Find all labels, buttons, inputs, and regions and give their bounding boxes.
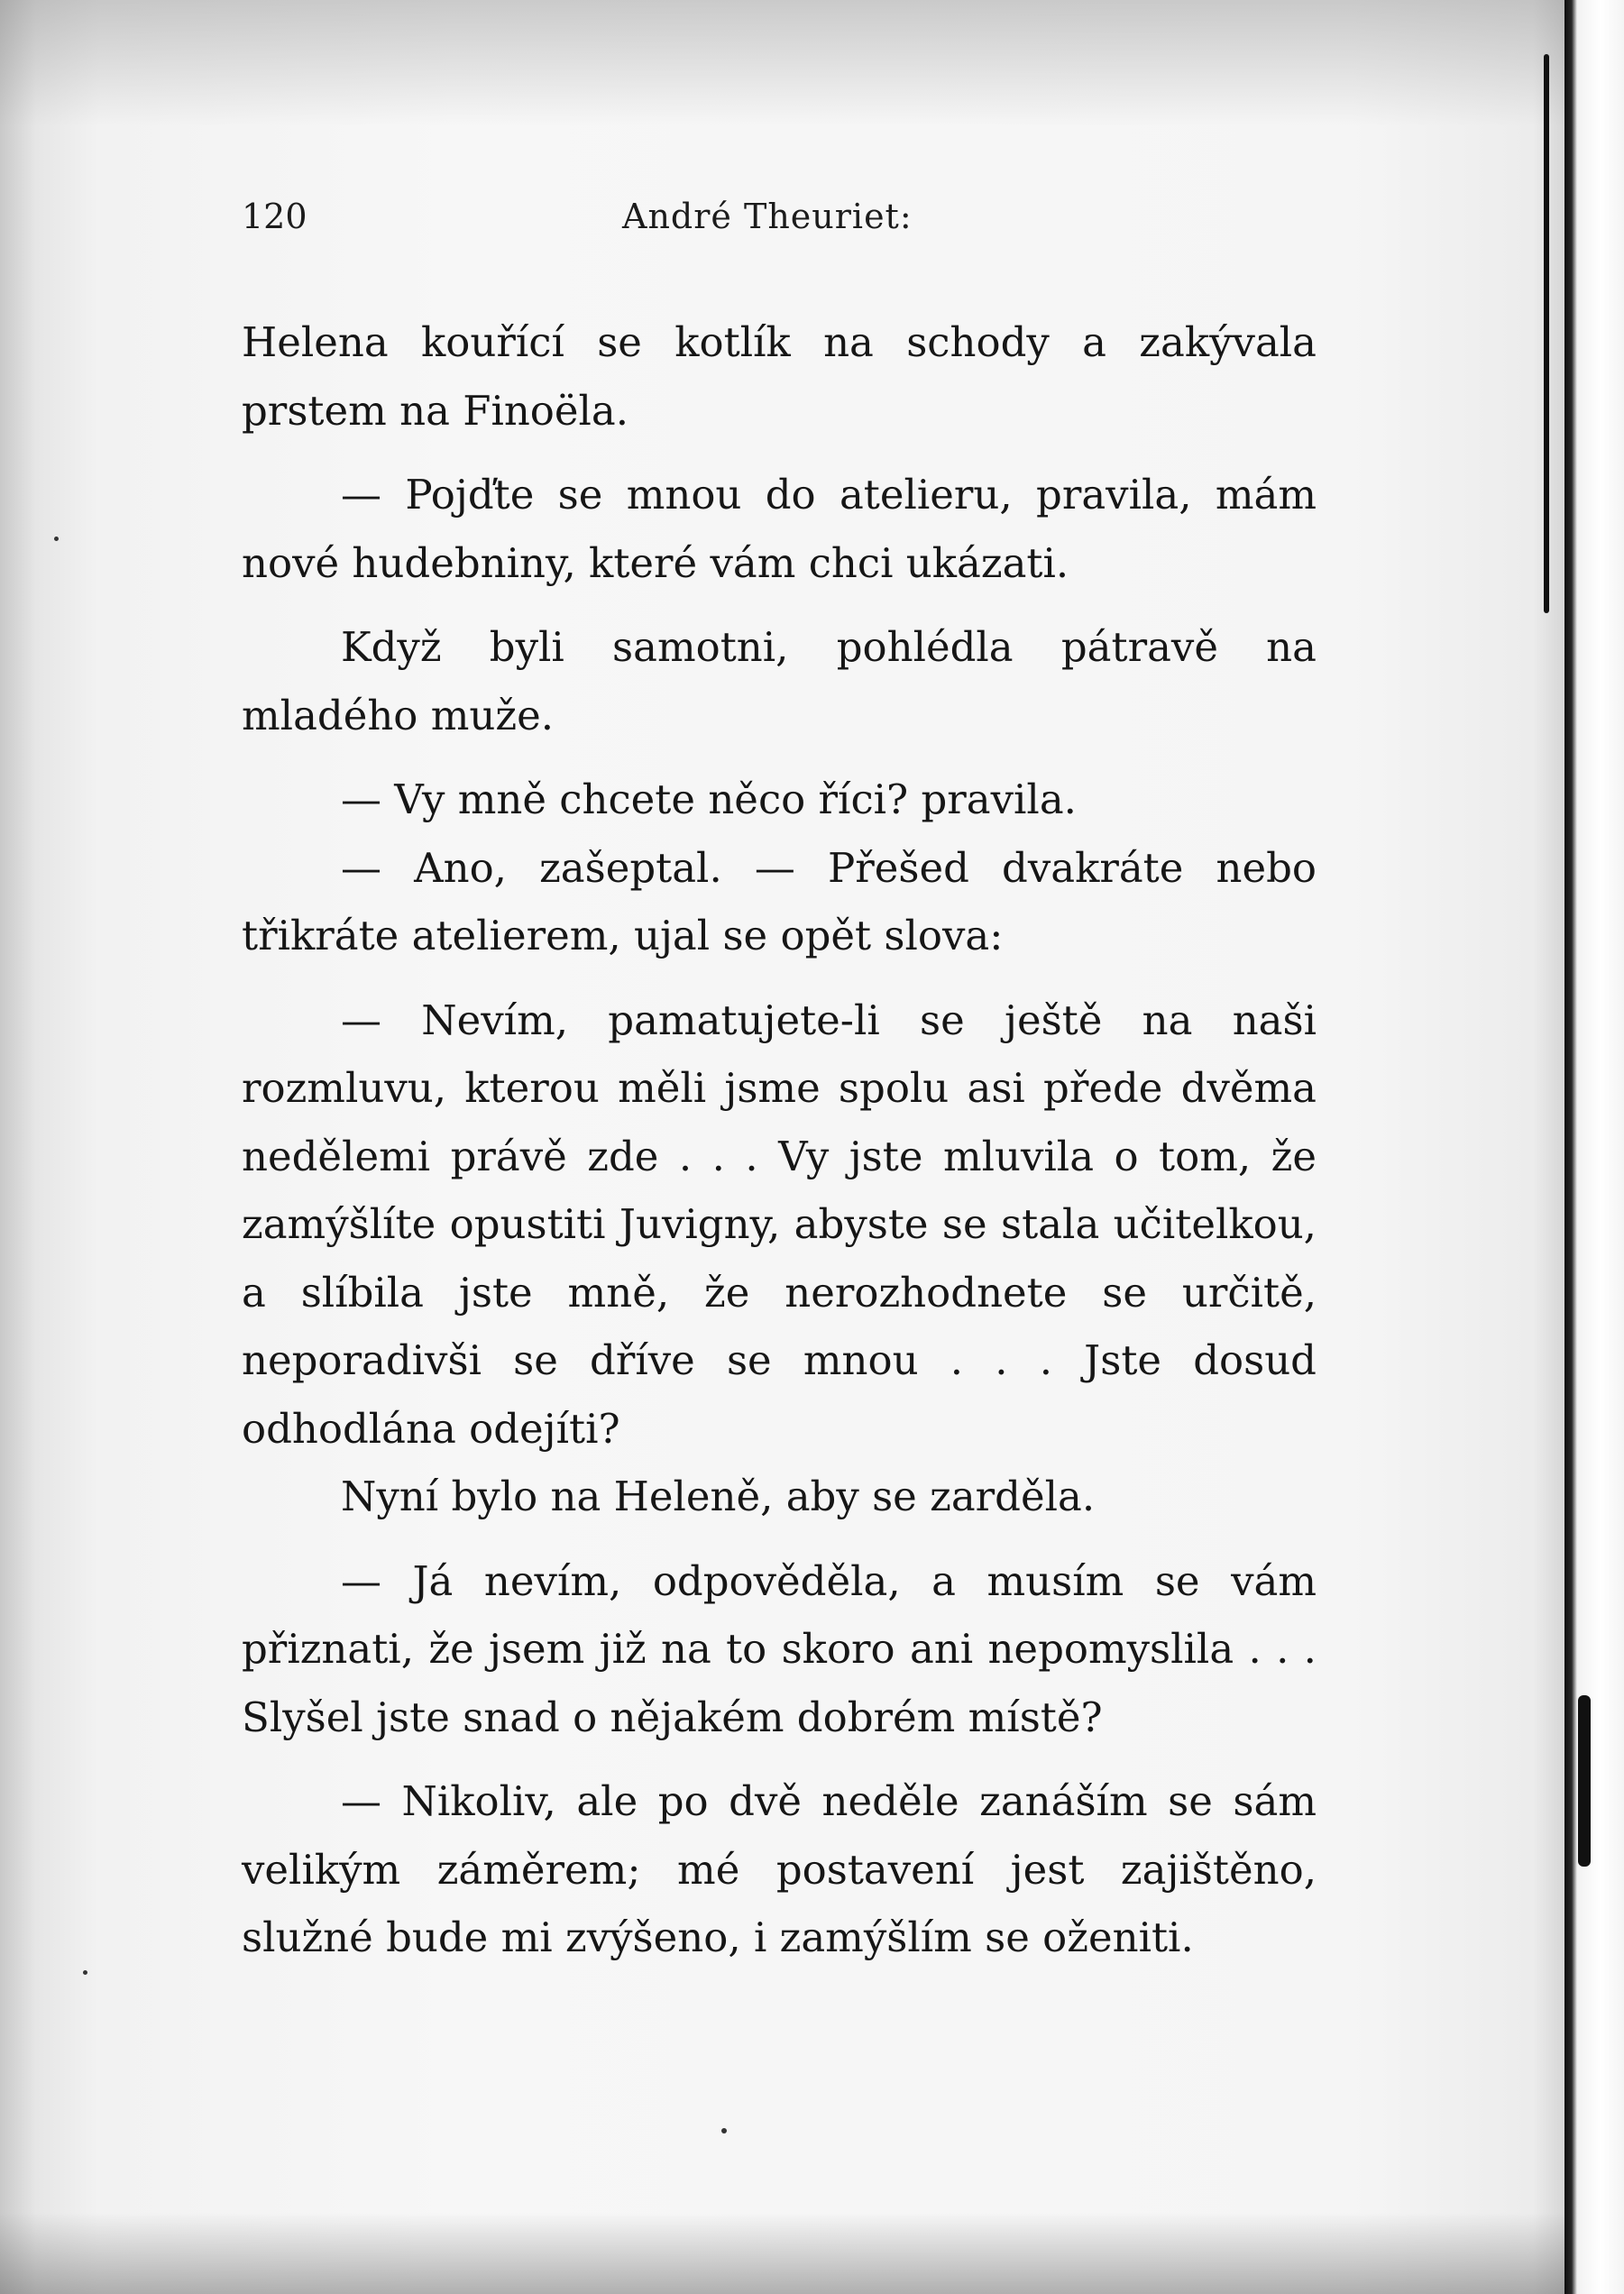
body-text [242, 308, 1317, 1972]
paragraph: — Ano, zašeptal. — Přešed dvakráte nebo třikráte atelierem, ujal se opět slova: [242, 843, 1317, 959]
print-speck [83, 1970, 87, 1975]
print-speck [721, 2128, 727, 2133]
page-number: 120 [242, 197, 307, 236]
running-head: André Theuriet: [622, 197, 913, 236]
page-header [0, 197, 1564, 251]
binding-mark [1544, 54, 1549, 613]
paragraph: Když byli samotni, pohlédla pátravě na mladého muže. [242, 623, 1317, 739]
page-gutter [1564, 0, 1624, 2294]
paragraph: Nyní bylo na Heleně, aby se zarděla. [341, 1473, 1096, 1520]
paragraph: — Pojďte se mnou do atelieru, pravila, mám nové hudebniny, které vám chci ukázati. [242, 471, 1317, 587]
paragraph: — Já nevím, odpověděla, a musím se vám přiznati, že jsem již na to skoro ani nepomyslila . . . Slyšel jste snad o nějakém dobrém místě? [242, 1556, 1317, 1741]
paragraph: Helena kouřící se kotlík na schody a zakývala prstem na Finoëla. [242, 318, 1317, 435]
paragraph: — Vy mně chcete něco říci? pravila. [341, 775, 1077, 823]
paragraph: — Nikoliv, ale po dvě neděle zanáším se sám velikým záměrem; mé postavení jest zajištěno, služné bude mi zvýšeno, i zamýšlím se oženiti. [242, 1777, 1317, 1961]
binding-mark [1578, 1695, 1591, 1867]
print-speck [54, 537, 59, 541]
paragraph: — Nevím, pamatujete-li se ještě na naši rozmluvu, kterou měli jsme spolu asi přede dvěma nedělemi právě zde . . . Vy jste mluvila o tom, že zamýšlíte opustiti Juvigny, abyste se stala učitelkou, a slíbila jste mně, že nerozhodnete se určitě, neporadivši se dříve se mnou . . . Jste dosud odhodlána odejíti? [242, 996, 1317, 1453]
